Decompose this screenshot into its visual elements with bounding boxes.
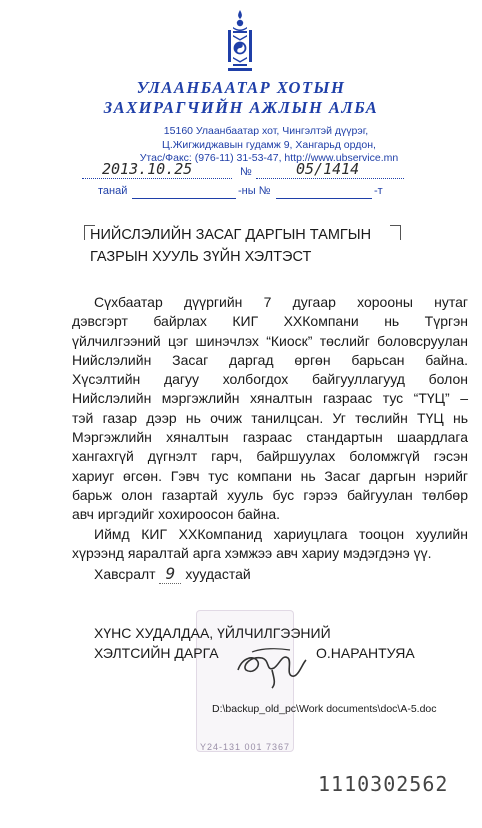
- letterhead-address: [0, 125, 482, 166]
- date-field: [82, 160, 232, 179]
- number-field: [256, 160, 404, 179]
- signer-name: О.НАРАНТУЯА: [316, 645, 415, 661]
- attachment-line: [94, 564, 251, 584]
- attachment-prefix: Хавсралт: [94, 566, 156, 582]
- body-line: авч иргэдийг хохироосон байна.: [72, 506, 281, 523]
- body-line: Нийслэлийн мэргэжлийн хяналтын газраас тус “ТҮЦ” –: [72, 390, 468, 407]
- attachment-count: 9: [159, 564, 181, 584]
- body-line: хариуг өгсөн. Гэвч тус компани нь Засаг даргын нэрийг: [72, 467, 468, 484]
- body-line: хүрээнд яаралтай арга хэмжээ авч хариу мэдэгдэнэ үү.: [72, 544, 432, 561]
- recipient: [90, 224, 410, 268]
- ref-number-blank: [276, 186, 372, 199]
- body-line: тэй газар дээр нь очиж танилцсан. Уг төслийн ТҮЦ нь: [72, 409, 468, 426]
- signer-title-line2: ХЭЛТСИЙН ДАРГА: [94, 645, 219, 661]
- date-value: 2013.10.25: [102, 160, 193, 178]
- body-line: дэвсгэрт байрлах КИГ ХХКомпани нь Түргэн: [72, 313, 468, 330]
- organization-name-line2: ЗАХИРАГЧИЙН АЖЛЫН АЛБА: [103, 98, 379, 117]
- ref-date-blank: [132, 186, 236, 199]
- letter-body: [72, 293, 468, 563]
- address-line3: Утас/Факс: (976-11) 31-53-47, http://www.ubservice.mn: [139, 152, 399, 164]
- recipient-line1: НИЙСЛЭЛИЙН ЗАСАГ ДАРГЫН ТАМГЫН: [90, 227, 372, 243]
- body-line: Сүхбаатар дүүргийн 7 дугаар хорооны нутаг: [94, 294, 468, 310]
- organization-name-line1: УЛААНБААТАР ХОТЫН: [136, 78, 346, 97]
- address-line1: 15160 Улаанбаатар хот, Чингэлтэй дүүрэг,: [163, 125, 369, 137]
- body-line: Нийслэлийн Засаг даргад өргөн барьсан байна.: [72, 351, 468, 368]
- ref-suffix: -т: [374, 185, 383, 197]
- signer-title-line1: ХҮНС ХУДАЛДАА, ҮЙЛЧИЛГЭЭНИЙ: [94, 625, 331, 641]
- body-line: Иймд КИГ ХХКомпанид хариуцлага тооцон хуулийн: [94, 525, 468, 542]
- number-sign: №: [240, 166, 252, 178]
- recipient-line2: ГАЗРЫН ХУУЛЬ ЗҮЙН ХЭЛТЭСТ: [90, 249, 312, 265]
- body-line: барьж олон газартай хууль бус гэрээ байгуулан төлбөр: [72, 486, 468, 503]
- ref-prefix: танай: [98, 185, 128, 197]
- attachment-suffix: хуудастай: [185, 566, 251, 582]
- body-line: үйлчилгээний цэг шинэчлэх “Киоск” төслийг боловсруулан: [72, 332, 468, 349]
- file-path: D:\backup_old_pc\Work documents\doc\A-5.doc: [212, 703, 437, 715]
- body-line: Мэргэжлийн хяналтын газраас стандартын шаардлага: [72, 429, 468, 446]
- barcode-number: 1110302562: [318, 772, 449, 796]
- handwritten-signature: [232, 640, 312, 690]
- body-line: хангахгүй дүгнэлт гарч, байршуулах боломжгүй гэсэн: [72, 448, 468, 465]
- ref-mid: -ны №: [238, 185, 271, 197]
- number-value: 05/1414: [296, 160, 360, 178]
- address-line2: Ц.Жигжиджавын гудамж 9, Хангарьд ордон,: [162, 138, 376, 151]
- body-line: Хүсэлтийн дагуу холбогдох байгууллагууд болон: [72, 371, 468, 388]
- stamp-code: Y24-131 001 7367: [200, 742, 291, 752]
- soyombo-emblem-icon: [224, 8, 256, 74]
